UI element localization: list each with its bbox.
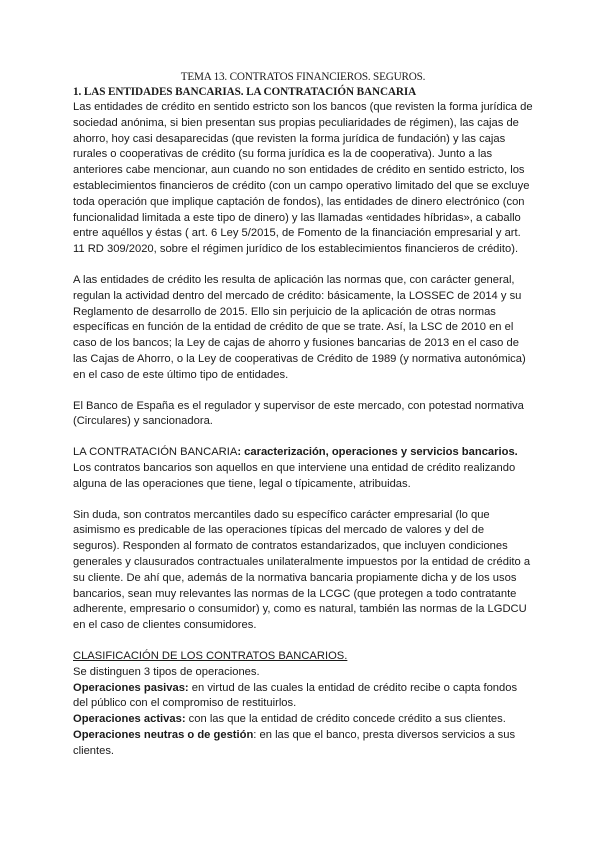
section-heading-2 [73,445,533,461]
paragraph: Sin duda, son contratos mercantiles dado su específico carácter empresarial (lo que asimismo es predicable de las operaciones típicas del mercado de valores y del de seguros). Responden al formato de contratos estandarizados, que incluyen condiciones generales y clausurados contractuales unilateralmente impuestos por la entidad de crédito a su cliente. De ahí que, además de la normativa bancaria propiamente dicha y de los usos bancarios, sean muy relevantes las normas de la LCGC (que protegen a todo contratante adherente, empresario o consumidor) y, como es natural, también las normas de la LGDCU en el caso de clientes consumidores. [73,508,531,632]
list-item-text: con las que la entidad de crédito concede crédito a sus clientes. [185,713,506,726]
section-heading-3: CLASIFICACIÓN DE LOS CONTRATOS BANCARIOS. [73,649,348,662]
list-item-text: : en las que el banco, presta diversos servicios a sus clientes. [73,728,516,757]
paragraph: Las entidades de crédito en sentido estricto son los bancos (que revisten la forma jurídica de sociedad anónima, si bien presentan sus propias peculiaridades de régimen), las cajas de ahorro, hoy casi desaparecidas (que revisten la forma jurídica de fundación) y las cajas rurales o cooperativas de crédito (su forma jurídica es la de cooperativa). Junto a las anteriores cabe mencionar, aun cuando no son entidades de crédito en sentido estricto, los establecimientos financieros de crédito (con un campo operativo limitado del que se excluye toda operación que implique captación de fondos), las entidades de dinero electrónico (con funcionalidad limitada a este tipo de dinero) y las llamadas «entidades híbridas», a caballo entre aquéllos y éstas ( art. 6 Ley 5/2015, de Fomento de la financiación empresarial y art. 11 RD 309/2020, sobre el régimen jurídico de los establecimientos financieros de crédito). [73,101,533,256]
paragraph: El Banco de España es el regulador y supervisor de este mercado, con potestad normativa (Circulares) y sancionadora. [73,399,524,428]
section-heading-1: 1. LAS ENTIDADES BANCARIAS. LA CONTRATACIÓN BANCARIA [73,86,417,98]
list-item-label: Operaciones neutras o de gestión [73,728,254,741]
paragraph: A las entidades de crédito les resulta de aplicación las normas que, con carácter general, regulan la actividad dentro del mercado de crédito: básicamente, la LOSSEC de 2014 y su Reglamento de desarrollo de 2015. Ello sin perjuicio de la aplicación de otras normas específicas en función de la entidad de crédito de que se trate. Así, la LSC de 2010 en el caso de los bancos; la Ley de cajas de ahorro y fusiones bancarias de 2013 en el caso de las Cajas de Ahorro, o la Ley de cooperativas de Crédito de 1989 (y normativa autonómica) en el caso de este último tipo de entidades. [73,273,526,381]
document-page [73,70,533,759]
section-heading-2-bold: : caracterización, operaciones y servicios bancarios. [237,446,518,459]
list-item-label: Operaciones pasivas: [73,681,189,694]
page-title: TEMA 13. CONTRATOS FINANCIEROS. SEGUROS. [180,71,426,83]
section-heading-2-plain: LA CONTRATACIÓN BANCARIA [73,446,238,459]
paragraph: Los contratos bancarios son aquellos en que interviene una entidad de crédito realizando alguna de las operaciones que tiene, legal o típicamente, atribuidas. [73,461,516,490]
list-item [73,712,533,728]
paragraph: Se distinguen 3 tipos de operaciones. [73,665,260,678]
list-item-text: en virtud de las cuales la entidad de crédito recibe o capta fondos del público con el compromiso de restituirlos. [73,681,518,710]
list-item [73,681,533,713]
list-item-label: Operaciones activas: [73,713,186,726]
list-item [73,728,533,760]
